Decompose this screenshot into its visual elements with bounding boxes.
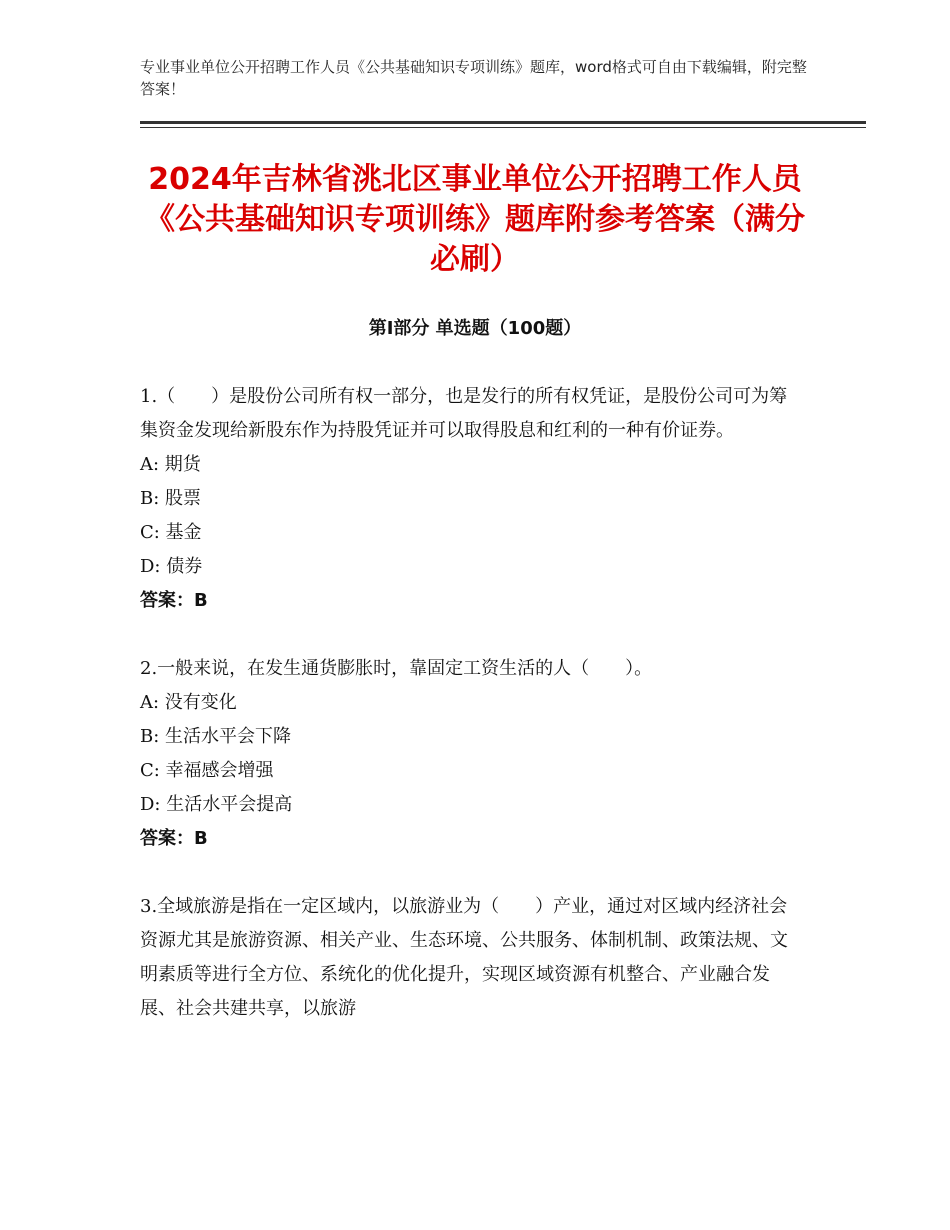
header-divider-thin: [140, 127, 866, 128]
option-c: C: 基金: [140, 522, 202, 543]
option-a: A: 没有变化: [140, 692, 237, 713]
question-stem: 3.全域旅游是指在一定区域内，以旅游业为（ ）产业，通过对区域内经济社会资源尤其是旅游资源、相关产业、生态环境、公共服务、体制机制、政策法规、文明素质等进行全方位、系统化的优化提升，实现区域资源有机整合、产业融合发展、社会共建共享，以旅游: [140, 896, 788, 1019]
option-d: D: 生活水平会提高: [140, 794, 293, 815]
question-stem: 2.一般来说，在发生通货膨胀时，靠固定工资生活的人（ ）。: [140, 658, 653, 679]
document-title: 2024年吉林省洮北区事业单位公开招聘工作人员《公共基础知识专项训练》题库附参考答案（满分必刷）: [145, 162, 805, 277]
option-a: A: 期货: [140, 454, 201, 475]
question-list: [140, 380, 800, 1060]
question-3: [140, 890, 800, 1026]
question-2: [140, 652, 800, 856]
question-stem: 1.（ ）是股份公司所有权一部分，也是发行的所有权凭证，是股份公司可为筹集资金发现给新股东作为持股凭证并可以取得股息和红利的一种有价证券。: [140, 386, 788, 441]
header-divider-thick: [140, 121, 866, 124]
question-1: [140, 380, 800, 618]
section-heading: 第Ⅰ部分 单选题（100题）: [368, 318, 582, 339]
option-c: C: 幸福感会增强: [140, 760, 274, 781]
answer-line: 答案：B: [140, 590, 208, 611]
option-b: B: 生活水平会下降: [140, 726, 292, 747]
header-note: 专业事业单位公开招聘工作人员《公共基础知识专项训练》题库，word格式可自由下载编辑，附完整答案！: [140, 58, 807, 98]
answer-line: 答案：B: [140, 828, 208, 849]
option-b: B: 股票: [140, 488, 202, 509]
option-d: D: 债券: [140, 556, 203, 577]
